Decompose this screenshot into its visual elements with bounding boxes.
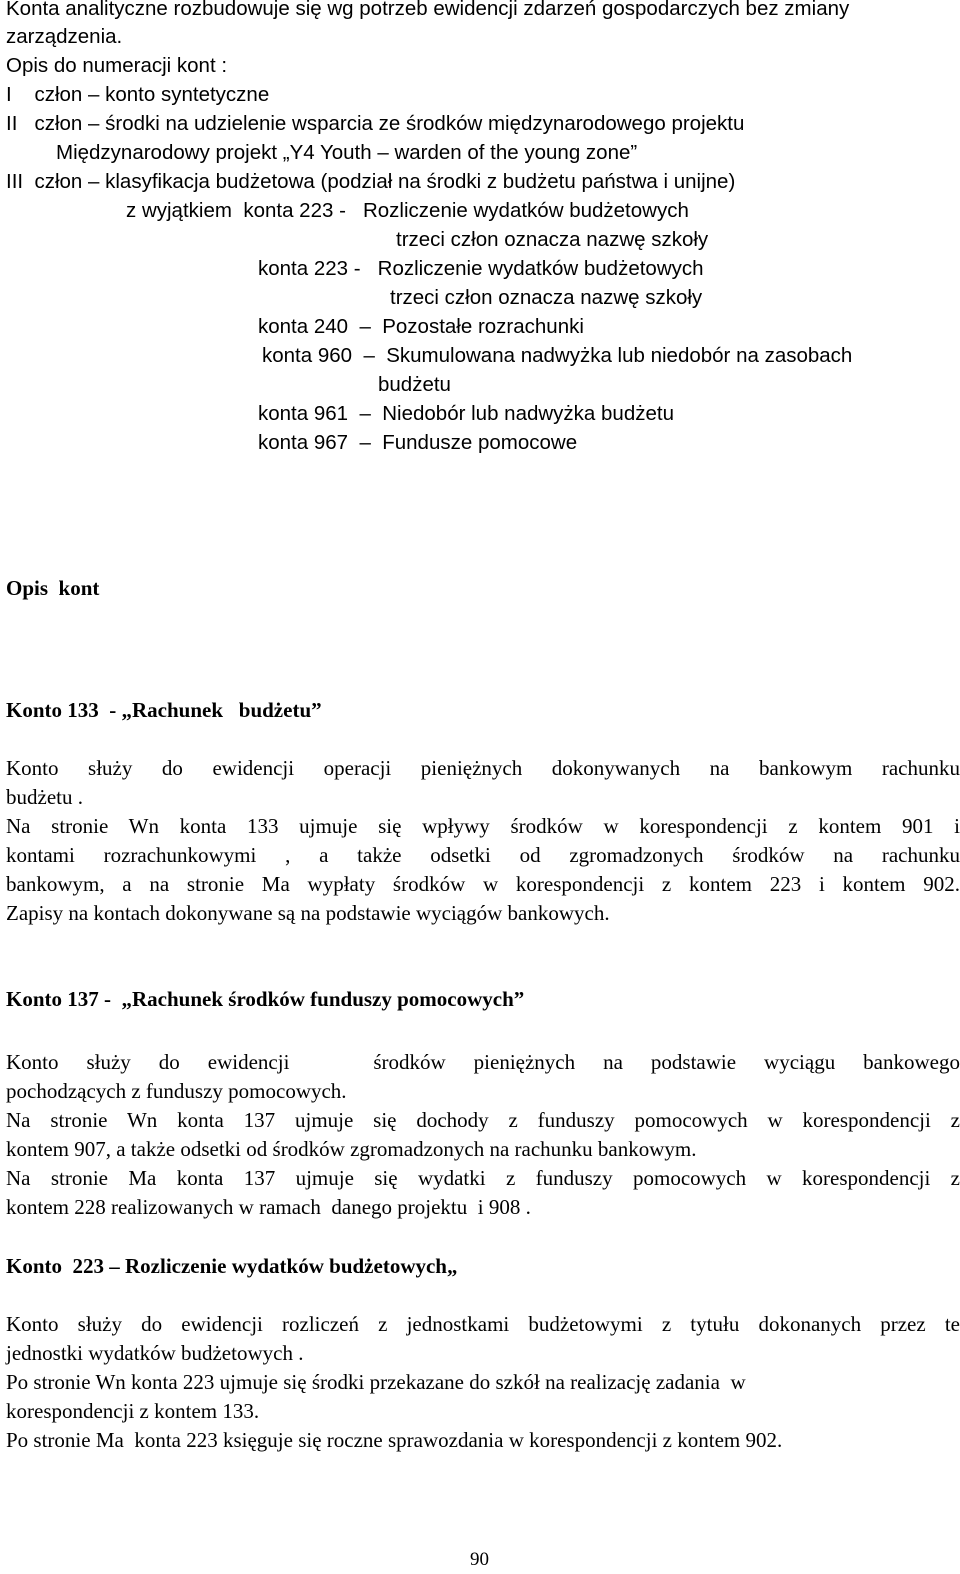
konto-137-line: Na stronie Ma konta 137 ujmuje się wydatki z funduszy pomocowych w korespondencji z xyxy=(6,1166,960,1190)
konto-223-heading: Konto 223 – Rozliczenie wydatków budżetowych„ xyxy=(6,1254,458,1278)
section-heading-opis-kont: Opis kont xyxy=(6,576,100,600)
konto-223-line: Po stronie Wn konta 223 ujmuje się środki przekazane do szkół na realizację zadania w xyxy=(6,1370,746,1394)
exception-line-2: konta 223 - Rozliczenie wydatków budżetowych xyxy=(258,257,704,280)
intro-line-1: Konta analityczne rozbudowuje się wg potrzeb ewidencji zdarzeń gospodarczych bez zmiany xyxy=(6,0,850,20)
konto-223-line: jednostki wydatków budżetowych . xyxy=(6,1341,304,1365)
konto-133-line: budżetu . xyxy=(6,785,83,809)
exception-line-4: konta 240 – Pozostałe rozrachunki xyxy=(258,315,584,338)
konto-137-line: kontem 907, a także odsetki od środków zgromadzonych na rachunku bankowym. xyxy=(6,1137,697,1161)
page-number: 90 xyxy=(470,1549,489,1570)
intro-line-6: Międzynarodowy projekt „Y4 Youth – warden of the young zone” xyxy=(56,141,638,164)
konto-223-line: Po stronie Ma konta 223 księguje się roczne sprawozdania w korespondencji z kontem 902. xyxy=(6,1428,783,1452)
intro-line-3: Opis do numeracji kont : xyxy=(6,54,228,77)
exception-line-3: trzeci człon oznacza nazwę szkoły xyxy=(390,286,703,309)
konto-133-line: Na stronie Wn konta 133 ujmuje się wpływy środków w korespondencji z kontem 901 i xyxy=(6,814,960,838)
konto-133-heading: Konto 133 - „Rachunek budżetu” xyxy=(6,698,322,722)
konto-223-line: Konto służy do ewidencji rozliczeń z jednostkami budżetowymi z tytułu dokonanych przez te xyxy=(6,1312,960,1336)
konto-133-body xyxy=(6,754,960,928)
exception-line-8: konta 967 – Fundusze pomocowe xyxy=(258,431,578,454)
exception-line-6: budżetu xyxy=(378,373,451,396)
konto-137-heading: Konto 137 - „Rachunek środków funduszy pomocowych” xyxy=(6,987,525,1011)
konto-137-line: Na stronie Wn konta 137 ujmuje się dochody z funduszy pomocowych w korespondencji z xyxy=(6,1108,960,1132)
konto-133-line: kontami rozrachunkowymi , a także odsetki od zgromadzonych środków na rachunku xyxy=(6,843,960,867)
konto-137-body xyxy=(6,1048,960,1222)
exception-line-7: konta 961 – Niedobór lub nadwyżka budżetu xyxy=(258,402,674,425)
konto-137-line: kontem 228 realizowanych w ramach danego projektu i 908 . xyxy=(6,1195,531,1219)
exception-line-1: trzeci człon oznacza nazwę szkoły xyxy=(396,228,709,251)
konto-223-line: korespondencji z kontem 133. xyxy=(6,1399,260,1423)
konto-133-line: Konto służy do ewidencji operacji pieniężnych dokonywanych na bankowym rachunku xyxy=(6,756,960,780)
konto-133-line: bankowym, a na stronie Ma wypłaty środków w korespondencji z kontem 223 i kontem 902. xyxy=(6,872,960,896)
exception-line-5: konta 960 – Skumulowana nadwyżka lub niedobór na zasobach xyxy=(262,344,853,367)
intro-line-2: zarządzenia. xyxy=(6,25,123,48)
konto-223-body xyxy=(6,1310,960,1455)
konto-133-line: Zapisy na kontach dokonywane są na podstawie wyciągów bankowych. xyxy=(6,901,610,925)
intro-line-7: III człon – klasyfikacja budżetowa (podział na środki z budżetu państwa i unijne) xyxy=(6,170,736,193)
konto-137-line: pochodzących z funduszy pomocowych. xyxy=(6,1079,347,1103)
intro-line-5: II człon – środki na udzielenie wsparcia ze środków międzynarodowego projektu xyxy=(6,112,745,135)
intro-line-4: I człon – konto syntetyczne xyxy=(6,83,270,106)
intro-line-8: z wyjątkiem konta 223 - Rozliczenie wydatków budżetowych xyxy=(126,199,689,222)
konto-137-line: Konto służy do ewidencji środków pieniężnych na podstawie wyciągu bankowego xyxy=(6,1050,960,1074)
